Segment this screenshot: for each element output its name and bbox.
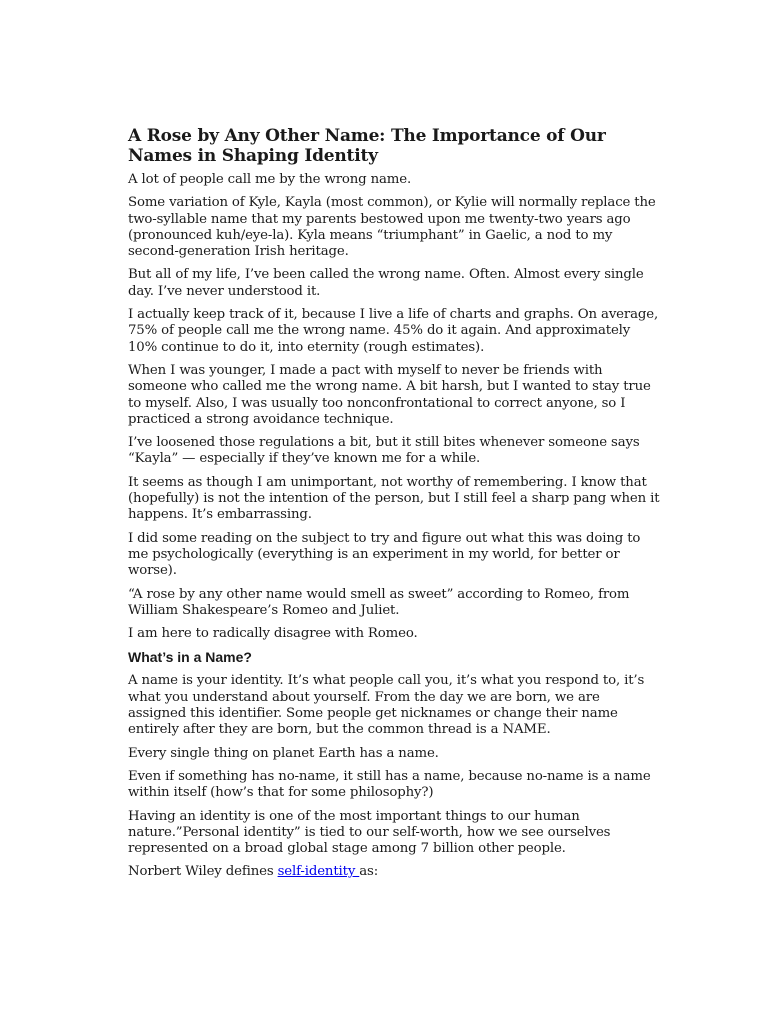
paragraph: I did some reading on the subject to try and figure out what this was doing to me psychologically (everything is an experiment in my world, for better or worse). (128, 530, 641, 579)
paragraph: A lot of people call me by the wrong name. (128, 172, 412, 187)
section-heading: What’s in a Name? (128, 649, 252, 666)
paragraph: It seems as though I am unimportant, not worthy of remembering. I know that (hopefully) is not the intention of the person, but I still feel a sharp pang when it happens. It’s embarrassing. (128, 474, 660, 523)
paragraph: But all of my life, I’ve been called the wrong name. Often. Almost every single day. I’ve never understood it. (128, 267, 644, 299)
paragraph: “A rose by any other name would smell as sweet” according to Romeo, from William Shakespeare’s Romeo and Juliet. (128, 586, 630, 618)
paragraph-suffix: as: (359, 864, 379, 880)
paragraph: When I was younger, I made a pact with myself to never be friends with someone who called me the wrong name. A bit harsh, but I wanted to stay true to myself. Also, I was usually too nonconfrontational to correct anyone, so I practiced a strong avoidance technique. (128, 362, 651, 427)
self-identity-link[interactable]: self-identity (277, 864, 360, 880)
article (128, 126, 660, 888)
paragraph: Some variation of Kyle, Kayla (most common), or Kylie will normally replace the two-syllable name that my parents bestowed upon me twenty-two years ago (pronounced kuh/eye-la). Kyla means “triumphant” in Gaelic, a nod to my second-generation Irish heritage. (128, 195, 656, 260)
paragraph-prefix: Norbert Wiley defines (128, 864, 278, 880)
paragraph: I actually keep track of it, because I live a life of charts and graphs. On average, 75% of people call me the wrong name. 45% do it again. And approximately 10% continue to do it, into eternity (rough estimates). (128, 307, 659, 355)
article-title: A Rose by Any Other Name: The Importance of Our Names in Shaping Identity (128, 126, 606, 166)
paragraph: Even if something has no-name, it still has a name, because no-name is a name within itself (how’s that for some philosophy?) (128, 768, 651, 801)
paragraph: I am here to radically disagree with Romeo. (128, 626, 418, 642)
paragraph: Every single thing on planet Earth has a name. (128, 745, 439, 761)
paragraph: I’ve loosened those regulations a bit, but it still bites whenever someone says “Kayla” — especially if they’ve known me for a while. (128, 435, 640, 467)
paragraph-with-link (128, 864, 660, 880)
paragraph: Having an identity is one of the most important things to our human nature.”Personal identity” is tied to our self-worth, how we see ourselves represented on a broad global stage among 7 billion other people. (128, 808, 611, 857)
paragraph: A name is your identity. It’s what people call you, it’s what you respond to, it’s what you understand about yourself. From the day we are born, we are assigned this identifier. Some people get nicknames or change their name entirely after they are born, but the common thread is a NAME. (128, 673, 645, 738)
